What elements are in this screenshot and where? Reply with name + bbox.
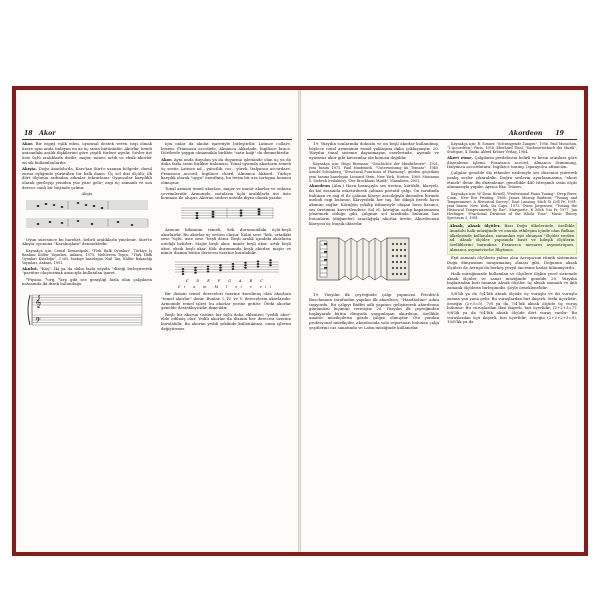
- entry-text: Bazı Doğu ülkelerinde, özellikle Anadolu halk müziğinde ve onunla etkileşim içinde olan Balkan ülkelerinde kullanılan, zamanları eşit olmayan "ölçüler verilen ad. Aksak ölçüler, yapısında basit ve bileşik ölçülerin özelliklerini barındırır. Fransızca mesures asymetriques, Almanca asymetrische Rhytmus.: [449, 223, 575, 252]
- right-page-number: 19: [555, 130, 564, 137]
- entry-text: Çalgıların perdelerini belirli ve kesin oranlara göre düzenleme işlemi. Fransızca accord, Almanca Stimmung, İtalyanca accordatura, İngilizce tuning, İspanyolca afinación.: [447, 154, 577, 170]
- chord-note: [207, 266, 210, 268]
- entry-text: için onlar da akolat işaretiyle birleştirilir. Latince collare, bezem. Fransızca accolade, Almanca Akkolade, İngilizce brace. Dörtlerde yaygın olmamakla birlikte "satır bağı" da denmektedir.: [161, 141, 291, 156]
- entry-text: *Piyano, *org, *arp gibi ses genişliği fazla olan çalgıların notasında iki dizek bulunduğu: [22, 276, 152, 287]
- grand-staff-figure: [22, 289, 152, 333]
- chord-note: [207, 268, 210, 270]
- entry-text: 19. Yüzyılın ilk çeyreğinde çalgı yapımcısı Friedrich Buschmann tarafından yapılan ilk akordeon, "Handäoline" adını taşıyordu. Bu çalgıyı Buffet adlı yapımcı geliştirerek akordeona günümüzü biçimini vermiştir. 20. Yüzyılın ilk çeyreğinden başlayarak bütün dünyada yaygınlaşan akordeon, özellikle amatör müzikçilerin gözde çalgısı olmuştur. Öte yandan profesyonel müzikçiler, akordeonda sola repertuarı bulunan çalgı çeşitlerini caz sanatında ve Latin müziğinde kullanırlar.: [309, 292, 439, 330]
- paragraph: [161, 228, 291, 256]
- entry-text: Eşit zamanlı ölçülerin yalnız olan Avrupa'nın ritmik sisteminin Doğu dünyasının tanıyamamış olması gibi, Doğunun aksak ölçüleri de Avrupa'da herkeş yüzyıl öncesine kadar bilinmiyordu.: [447, 255, 577, 270]
- entry-term: Akort etme.: [447, 154, 473, 160]
- chord-note: [269, 259, 272, 261]
- right-running-head: Akordeon: [509, 130, 543, 137]
- paragraph: [447, 272, 577, 291]
- entry-text: Bir ezgiyi eşlik eden, uyumsal destek veren ezgi olmak üzere aynı anda tınlayan en az üç sesin bütünüdür. Akorlar, kendi arasındaki aralık ilişkilerine göre çeşitli türlere ayrılır. Sesler üst üste üçlü aralıklarla dizilir; majör, minör, artık ve eksik akorlar en sık kullanılanlardır.: [22, 141, 152, 165]
- entry-text: Bir dizinin temel dereceleri üzerine kurulmuş olan akorlara "temel akorlar" denir. Bunlar, I, IV. ve V. derecelerin akorlarıdır. Armonide temel işlevi bu akorlar yerine getirir. Öteki akorlar genelde destekleyicidir, ikincildir.: [161, 291, 291, 311]
- solfa-note-names: C D E F G A B C: [185, 279, 267, 283]
- paragraph: [161, 142, 291, 156]
- paragraph: [447, 171, 577, 190]
- chord-note: [182, 268, 185, 270]
- chord-note: [182, 273, 185, 275]
- chord-figure-1: [161, 203, 291, 225]
- chord-figure-2: [161, 258, 291, 289]
- paragraph: [447, 192, 577, 221]
- entry-text: Oyun süresince bu hareket, belirli aralıklarla yinelenir. Siirt'te Akışta oyununa "Karakuşlanı" denmektedir.: [22, 236, 152, 247]
- paragraph: [447, 222, 577, 255]
- entry-text: "Kaş". İki ya da daha fazla sayıda "dizeği birleştirerek "partitur oluşturmak amacıyla kullanılan işaret.: [22, 265, 152, 276]
- entry-text: 19. Yüzyılın sonlarında dokuzlu ve on beşli akorlar kullanılmış, böylece tonal armoninin temel yaklaşımı daha çoklaşmıştır. 20. Yüzyılın tonal sisteme dayanmayan eserlerinde, ayrımlı ve uyumsuz akor gibi kavramlar ele konusu değildir.: [309, 141, 439, 160]
- chord-note: [257, 261, 260, 263]
- paragraph: [309, 184, 439, 226]
- entry-text: Armoni biliminin temeli, kök durumundaki üçlü-beşli akorlardır. Bu akorlar üç sesten oluşur. Kalın sese "kök, ortadaki sese "üçlü, üste sese "beşli denir. Beşli aralık içindeki akorların niteliği belirler: Majör beşli akor, minör beşli akor, artık beşli akor, eksik beşli akor. Kök durumunda beşli akorlar, majör ve minör dizinin bütün derecesi üzerine kurulabilir.: [161, 227, 291, 256]
- entry-text: Beşli bir akorun üstüne bir üçlü daha eklenirse "yedili akor" elde edilmiş olur. Yedili akorlar da dizinin her derecesi üzerine kurulabilir. Bu akorun yedili şeklinde kullanılması, onun işlevini değiştirmez.: [161, 311, 291, 331]
- paragraph: [22, 267, 152, 276]
- entry-term: Akulut.: [22, 265, 39, 271]
- chord-note: [207, 271, 210, 273]
- chord-note: [232, 268, 235, 270]
- paragraph: [22, 249, 152, 265]
- entry-term: Akor.: [161, 156, 173, 162]
- akista-figure: [22, 192, 152, 235]
- akista-figure-label: Akışta: [81, 192, 93, 197]
- entry-text: Halk müziğimizde kullanılan ve ölçülere ilişkin yerel sistemde aksak ölçüler ve sanat müziğinde genelde 20. Yüzyılın başlarından beri tanınan Aksak ölçüler, üç aksak zamanlı ve ikili zamanlı ölçülerin birleşimidir. Şöyle örneklenebilir:: [447, 271, 577, 290]
- left-col-1: [22, 142, 152, 336]
- accordion-icon: [309, 228, 419, 290]
- paragraph: [309, 142, 439, 161]
- chord-note: [182, 271, 185, 273]
- chord-staff-icon: [161, 258, 291, 278]
- paragraph: [22, 278, 152, 287]
- chord-note: [269, 262, 272, 264]
- chord-note: [232, 266, 235, 268]
- paragraph: [22, 238, 152, 247]
- left-running-head: Akor: [39, 130, 56, 137]
- entry-text: Kaynakça için: R. Sonner, "Schwingende Zungen", 1956. Paul Monichon, "L'Accordéon", Paris, 1958. Eberhard Thiel, "Sachwörterbuch der Musik", Stuttgart, 4. Baskı, Alfred Kröner Verlag, 1984.: [447, 142, 577, 155]
- chord-note: [232, 263, 235, 265]
- chord-note: [194, 267, 197, 269]
- right-page: [301, 90, 584, 552]
- entry-term: Akışta.: [22, 165, 38, 171]
- left-col-2: [161, 142, 291, 333]
- solfa-degree-labels: Ci a m M l vi v vii: [177, 284, 275, 289]
- entry-text: (Alm.) Hava basınçıyla ses üreten, körüklü, klavyeli, iki kol arasında esketirilerek çalınan portatif çalgı. Ön tarafında bulunan ve sağ el ile çalınan klavye aracılığıyla ikisinden birinde melodi ezgi bulunur. Klavyedeki her tuş, bir dikişli iterek hava akımını sağlar. Körüğün çekilip itilmesiyle oluşan hava basıncı, ses üretimini kuvvetlendirir. Sol el, körüğün açılıp kapanmasını yönetmek olduğu gibi, çalgının sol tarafında bulunan bas butonların (düğmeler) aracılığıyla akorlar üretir. Akordeonun klavyesi üç buçuk oktavdır.: [309, 183, 439, 226]
- chord-note: [244, 262, 247, 264]
- left-page-header: [24, 130, 56, 137]
- paragraph: [447, 142, 577, 154]
- right-page-header: [509, 130, 564, 137]
- entry-text: 5/8'lik ya da 5/4'lük aksak ölçüde üç vuruşlu ve iki vuruşlu zaman yan yana gelir. Bu vuruşlardan biri ikişerli, öteki üçerlidir; örneğin (2+3=5). 7/8 ya da 7/4'lük aksak ölçüde üç vuruş bulunur: Bu vuruşlardan ikisi ikişerli, biri üçerlidir; (2+2+3=7). 9/8'lik ya da 9/4'lük aksak ölçüde dört vuruş vardır: Bu vuruşlardan üçü ikişerli, biri üçerlidir; örneğin (2+2+2+3=9). 10/8'lik ya da: [447, 291, 577, 325]
- left-page: [16, 90, 298, 552]
- chord-note: [219, 267, 222, 269]
- entry-text: Kaynakça için: Cemal Demirsipahi, "Türk Halk Oyunları", Türkiye İş Bankası Kültür Yayınları, Ankara, 1975. Muhterem Topçu, "Türk Halk Oyunları Kataloğu", 3 cilt, baskıya hazırlayan Nail Tan, Kültür Bakanlığı Yayınları, Ankara, 1991.: [22, 248, 152, 265]
- svg-text:𝄞: 𝄞: [35, 294, 42, 308]
- entry-text: Tonal armoni temel akorları, majör ve minör akorlar ve onların çevrimleridir. Armonide, notaların üçlü aralıklarla üst üste konması ile oluşur. Akorun sesleri notada diyez olarak yazılır:: [161, 186, 291, 201]
- paragraph: [309, 162, 439, 182]
- entry-text: Çalgılar genelde diş etkenler nedeniyle ses düzenini yitirerek yanlış sesler çıkarabilir. Doğru seslerin ayarlanmasına "akort etmek" denir. Bu düzenleme, genellikle 440 titreşimli sesin ölçüt alınmasıyla yapılır. Ayrıca bkz. Düzen.: [447, 170, 577, 190]
- chord-note: [269, 264, 272, 266]
- svg-text:𝄢: 𝄢: [35, 316, 41, 327]
- paragraph: [22, 142, 152, 165]
- grand-staff-icon: [22, 289, 152, 333]
- left-page-number: 18: [24, 130, 33, 137]
- chord-note: [257, 263, 260, 265]
- entry-term: Akordeon: [309, 183, 330, 189]
- entry-text: Aynı anda duyulan ya da duyurma işleminde olan üç ya da daha fazla sesin birlikte tınlaması. Tonal uyumda akorların temeli üç sestir. Latince ad – yüncilik, cor – yürek. İtalyanca accordare, Fransızca accord, İngilizce chord, Almanca Akkord. Türkçe karşılık olarak "uygu" önerilmiş, bu terim bir ara tartışma konusu olmuştur.: [161, 156, 291, 185]
- right-header-rule: [307, 139, 577, 140]
- accordion-figure: [309, 228, 439, 290]
- entry-text: Kaynakça için: Hugo Riemann, "Geschichte der Musiktheorie", 1921, yeni basım 1971. Paul Hindemith, "Unterweisung im Tonsatz", 1940. Arnold Schönberg, "Structural Functions of Harmony", gözden geçirilmiş yeni basımı hazırlayan Leonard Stein, New York, Norton, 1969. Marianna S. Siebeck (redaktör), "Der Brockhaus Musik", Mannheim, 2001.: [309, 162, 439, 183]
- chord-note: [194, 269, 197, 271]
- chord-note: [244, 267, 247, 269]
- paragraph: [161, 158, 291, 186]
- entry-text: Doğu Anadolu'da, Kars'tan Siirt'e uzanan bölgede, davul zurna eşliğinde yürütülen bir halk dansı. Üç sol dizi ölçülü; ilk dört ölçünün ardından adımlar tekrarlanır. Oyuncular karşılıklı olarak gerileyip yeniden yüz yüze gelir; ezgi üç zamanlı ve son derece canlı bir biçimde çalınır.: [22, 165, 152, 190]
- chord-note: [257, 266, 260, 268]
- music-staff-icon: [22, 197, 152, 235]
- paragraph: [447, 256, 577, 270]
- entry-term: Aksak, aksak ölçüler.: [449, 223, 501, 229]
- paragraph: [447, 156, 577, 170]
- right-col-1: [309, 142, 439, 332]
- right-col-2: [447, 142, 577, 326]
- paragraph: [161, 187, 291, 201]
- chord-note: [219, 269, 222, 271]
- paragraph: [309, 293, 439, 330]
- paragraph: [161, 313, 291, 332]
- chord-note: [194, 272, 197, 274]
- paragraph: [22, 167, 152, 190]
- entry-text: Kaynakça için: W. Dean Howell, "Professional Piano Tuning", Deep River, Conn., New Era Printing, 1966. James Murray Barbour, "Tuning and Temperament: A Historical Survey", East Lansing, Mich St Coll Pr, 1951, yeni basım: New York, Da Capo, 1972. Owen Jorgensen, "Tuning the Historical Temperaments by Ear", Marquette, N Mich Uni Pr, 1977. Jan Herlinger, "Fractional Divisions of the Whole Tone", Music Theory Spectrum 3, 1981.: [447, 191, 577, 221]
- paragraph: [447, 292, 577, 325]
- paragraph: [161, 292, 291, 311]
- left-header-rule: [22, 139, 292, 140]
- chord-note: [244, 264, 247, 266]
- entry-term: Akor.: [22, 141, 34, 146]
- chord-note: [219, 264, 222, 266]
- chord-staff-icon: [161, 203, 291, 225]
